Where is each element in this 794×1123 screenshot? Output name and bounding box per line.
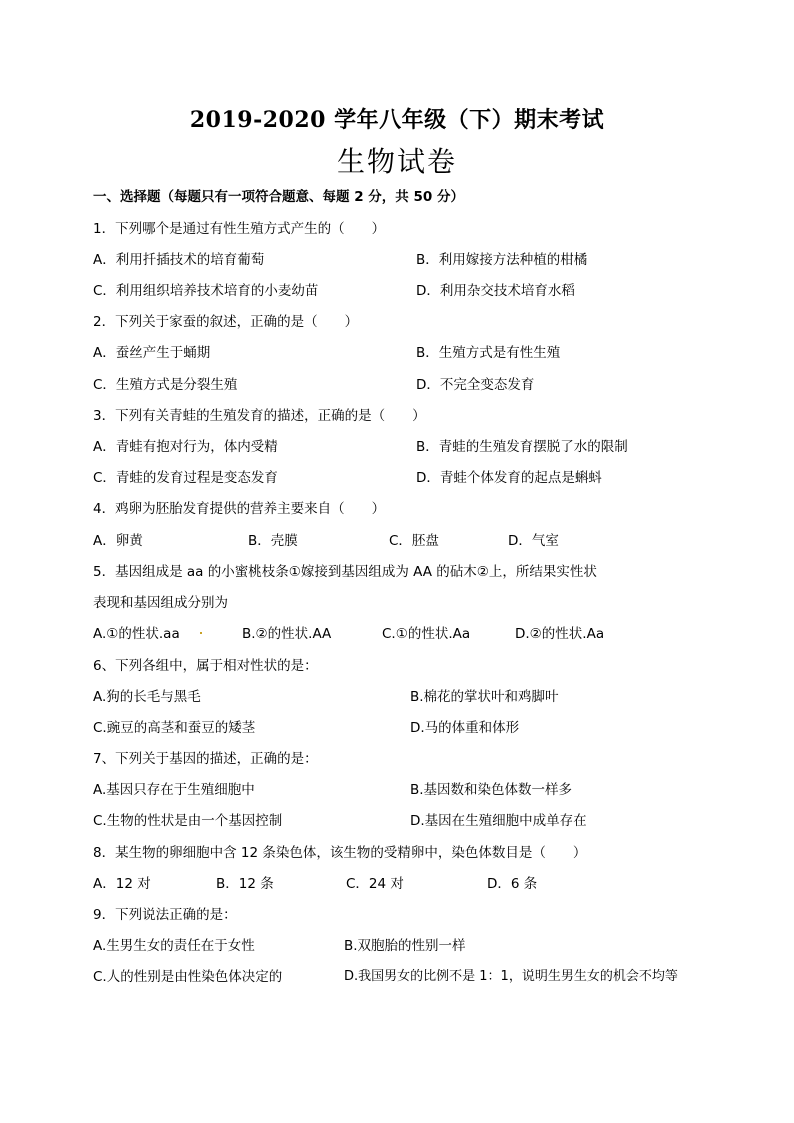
question-5-stem-continued: 表现和基因组成分别为	[93, 595, 228, 611]
question-4-stem: 4．鸡卵为胚胎发育提供的营养主要来自（ ）	[93, 501, 386, 517]
question-3-stem: 3．下列有关青蛙的生殖发育的描述，正确的是（ ）	[93, 408, 426, 424]
question-2-stem: 2．下列关于家蚕的叙述，正确的是（ ）	[93, 314, 359, 330]
question-7-option-c: C.生物的性状是由一个基因控制	[93, 813, 283, 829]
question-5-option-d: D.②的性状.Aa	[515, 626, 605, 642]
question-5-option-b: B.②的性状.AA	[242, 626, 332, 642]
question-1-option-c: C．利用组织培养技术培育的小麦幼苗	[93, 283, 319, 299]
question-7-stem: 7、下列关于基因的描述，正确的是：	[93, 751, 318, 767]
question-9-option-c: C.人的性别是由性染色体决定的	[93, 969, 283, 985]
question-6-option-d: D.马的体重和体形	[410, 720, 520, 736]
question-8-option-b: B．12 条	[216, 876, 274, 892]
question-8-option-d: D．6 条	[487, 876, 538, 892]
question-8-option-a: A．12 对	[93, 876, 151, 892]
question-8-option-c: C．24 对	[346, 876, 404, 892]
question-3-option-c: C．青蛙的发育过程是变态发育	[93, 470, 278, 486]
question-3-option-b: B．青蛙的生殖发育摆脱了水的限制	[416, 439, 628, 455]
question-9-option-a: A.生男生女的责任在于女性	[93, 938, 255, 954]
question-9-option-d: D.我国男女的比例不是 1：1，说明生男生女的机会不均等	[344, 969, 678, 984]
question-9-stem: 9．下列说法正确的是：	[93, 907, 237, 923]
stray-mark	[200, 632, 202, 634]
question-4-option-d: D．气室	[508, 533, 559, 549]
question-2-option-d: D．不完全变态发育	[416, 377, 535, 393]
question-6-option-b: B.棉花的掌状叶和鸡脚叶	[410, 689, 559, 705]
question-1-option-a: A．利用扦插技术的培育葡萄	[93, 252, 265, 268]
question-5-stem: 5．基因组成是 aa 的小蜜桃枝条①嫁接到基因组成为 AA 的砧木②上，所结果实性状	[93, 564, 597, 580]
question-7-option-b: B.基因数和染色体数一样多	[410, 782, 573, 798]
exam-title: 2019-2020 学年八年级（下）期末考试	[189, 107, 605, 133]
question-5-option-c: C.①的性状.Aa	[382, 626, 471, 642]
question-7-option-d: D.基因在生殖细胞中成单存在	[410, 813, 587, 829]
question-4-option-a: A．卵黄	[93, 533, 143, 549]
exam-subject: 生物试卷	[336, 145, 457, 178]
question-2-option-b: B．生殖方式是有性生殖	[416, 345, 561, 361]
question-8-stem: 8．某生物的卵细胞中含 12 条染色体，该生物的受精卵中，染色体数目是（ ）	[93, 845, 587, 861]
question-2-option-a: A．蚕丝产生于蛹期	[93, 345, 211, 361]
question-1-option-b: B．利用嫁接方法种植的柑橘	[416, 252, 588, 268]
question-1-stem: 1．下列哪个是通过有性生殖方式产生的（ ）	[93, 221, 386, 237]
section-heading: 一、选择题（每题只有一项符合题意、每题 2 分，共 50 分）	[93, 189, 464, 205]
question-3-option-d: D．青蛙个体发育的起点是蝌蚪	[416, 470, 602, 486]
question-4-option-c: C．胚盘	[389, 533, 439, 549]
question-6-option-c: C.豌豆的高茎和蚕豆的矮茎	[93, 720, 256, 736]
question-6-option-a: A.狗的长毛与黑毛	[93, 689, 201, 705]
question-2-option-c: C．生殖方式是分裂生殖	[93, 377, 238, 393]
question-3-option-a: A．青蛙有抱对行为，体内受精	[93, 439, 278, 455]
question-1-option-d: D．利用杂交技术培育水稻	[416, 283, 575, 299]
question-4-option-b: B．壳膜	[248, 533, 298, 549]
question-6-stem: 6、下列各组中，属于相对性状的是：	[93, 658, 318, 674]
question-5-option-a: A.①的性状.aa	[93, 626, 180, 642]
question-7-option-a: A.基因只存在于生殖细胞中	[93, 782, 255, 798]
question-9-option-b: B.双胞胎的性别一样	[344, 938, 466, 954]
